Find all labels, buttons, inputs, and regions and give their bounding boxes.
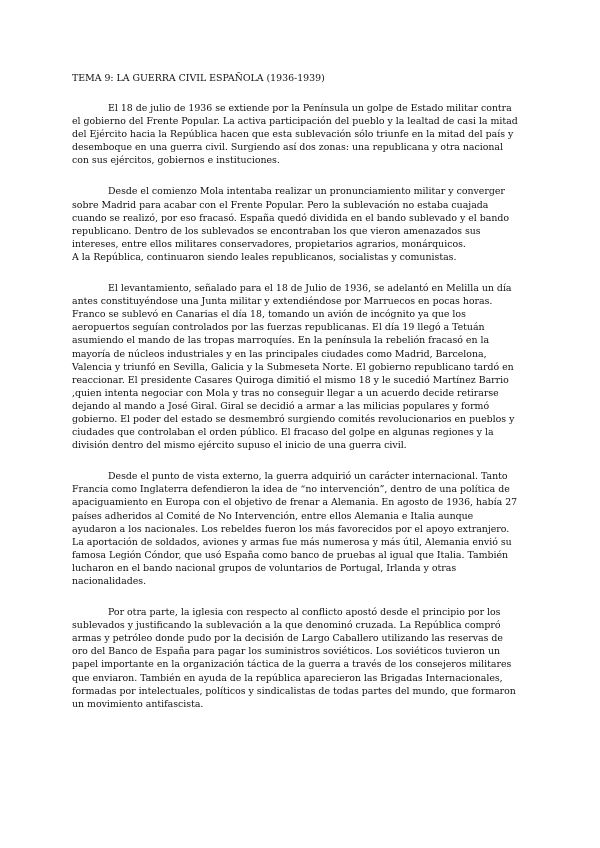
- paragraph-line: La aportación de soldados, aviones y armas fue más numerosa y más útil, Alemania envió su: [72, 536, 512, 548]
- paragraph-line: El 18 de julio de 1936 se extiende por la Península un golpe de Estado militar contra: [108, 103, 512, 114]
- paragraph-line: mayoría de núcleos industriales y en las principales ciudades como Madrid, Barcelona,: [72, 348, 487, 360]
- paragraph-line: ,quien intenta negociar con Mola y tras no conseguir llegar a un acuerdo decide retirarse: [72, 387, 499, 399]
- paragraph-line: papel importante en la organización táctica de la guerra a través de los consejeros militares: [72, 659, 512, 671]
- paragraph-line: Por otra parte, la iglesia con respecto al conflicto apostó desde el principio por los: [108, 607, 501, 619]
- paragraph-line: sobre Madrid para acabar con el Frente Popular. Pero la sublevación no estaba cuajada: [72, 199, 489, 211]
- paragraph-line: El levantamiento, señalado para el 18 de Julio de 1936, se adelantó en Melilla un día: [108, 283, 512, 295]
- paragraph-line: asumiendo el mando de las tropas marroquíes. En la península la rebelión fracasó en la: [72, 335, 490, 347]
- paragraph-line: lucharon en el bando nacional grupos de voluntarios de Portugal, Irlanda y otras: [72, 562, 457, 574]
- paragraph-line: famosa Legión Cóndor, que usó España como banco de pruebas al igual que Italia. También: [72, 549, 509, 561]
- paragraph-line: desemboque en una guerra civil. Surgiendo así dos zonas: una republicana y otra nacional: [72, 142, 504, 154]
- paragraph-line: gobierno. El poder del estado se desmembró surgiendo comités revolucionarios en pueblos y: [72, 413, 515, 425]
- paragraph-line: apaciguamiento en Europa con el objetivo de frenar a Alemania. En agosto de 1936, había 27: [72, 497, 518, 509]
- document-page: [72, 72, 532, 729]
- paragraph-line: ayudaron a los nacionales. Los rebeldes fueron los más favorecidos por el apoyo extranjero.: [72, 523, 510, 535]
- paragraph-line: Francia como Inglaterra defendieron la idea de “no intervención”, dentro de una política de: [72, 484, 510, 496]
- paragraph-line: aeropuertos seguían controlados por las fuerzas republicanas. El día 19 llegó a Tetuán: [72, 322, 485, 334]
- paragraph-line: reaccionar. El presidente Casares Quiroga dimitió el mismo 18 y le sucedió Martínez Barrio: [72, 374, 509, 386]
- paragraph-line: Valencia y triunfó en Sevilla, Galicia y la Submeseta Norte. El gobierno republicano tardó en: [72, 361, 514, 373]
- paragraph-line: un movimiento antifascista.: [72, 698, 204, 710]
- paragraph-line: nacionalidades.: [72, 576, 147, 587]
- paragraph-line: formadas por intelectuales, políticos y sindicalistas de todas partes del mundo, que formaron: [72, 685, 516, 697]
- paragraph-line: con sus ejércitos, gobiernos e instituciones.: [72, 155, 280, 167]
- document-title: TEMA 9: LA GUERRA CIVIL ESPAÑOLA (1936-1939): [72, 73, 325, 84]
- paragraph-line: A la República, continuaron siendo leales republicanos, socialistas y comunistas.: [72, 251, 457, 263]
- paragraph-line: cuando se realizó, por eso fracasó. España quedó dividida en el bando sublevado y el bando: [72, 212, 510, 224]
- paragraph-line: Desde el punto de vista externo, la guerra adquirió un carácter internacional. Tanto: [108, 471, 508, 483]
- paragraph-line: división dentro del mismo ejército supuso el inicio de una guerra civil.: [72, 440, 407, 452]
- paragraph-line: antes constituyéndose una Junta militar y extendiéndose por Marruecos en pocas horas.: [72, 296, 493, 308]
- paragraph-line: Franco se sublevó en Canarias el día 18, tomando un avión de incógnito ya que los: [72, 309, 466, 321]
- paragraph-line: sublevados y justificando la sublevación a la que denominó cruzada. La República compró: [72, 620, 501, 632]
- paragraph-line: Desde el comienzo Mola intentaba realizar un pronunciamiento militar y converger: [108, 186, 505, 198]
- paragraph-line: que enviaron. También en ayuda de la república aparecieron las Brigadas Internacionales,: [72, 672, 503, 684]
- paragraph-line: el gobierno del Frente Popular. La activa participación del pueblo y la lealtad de casi la mitad: [72, 116, 518, 128]
- paragraph-line: ciudades que controlaban el orden público. El fracaso del golpe en algunas regiones y la: [72, 427, 494, 439]
- paragraph-1: [72, 102, 532, 167]
- paragraph-5: [72, 606, 532, 711]
- paragraph-line: dejando al mando a José Giral. Giral se decidió a armar a las milicias populares y formó: [72, 400, 490, 412]
- paragraph-line: países adheridos al Comité de No Intervención, entre ellos Alemania e Italia aunque: [72, 510, 474, 522]
- paragraph-4: [72, 470, 532, 588]
- paragraph-line: republicano. Dentro de los sublevados se encontraban los que vieron amenazados sus: [72, 225, 481, 237]
- paragraph-line: oro del Banco de España para pagar los suministros soviéticos. Los soviéticos tuvieron un: [72, 646, 501, 658]
- paragraph-line: del Ejército hacia la República hacen que esta sublevación sólo triunfe en la mitad del país y: [72, 129, 514, 141]
- paragraph-2: [72, 185, 532, 264]
- paragraph-3: [72, 282, 532, 452]
- paragraph-line: armas y petróleo donde pudo por la decisión de Largo Caballero utilizando las reservas de: [72, 633, 503, 645]
- paragraph-line: intereses, entre ellos militares conservadores, propietarios agrarios, monárquicos.: [72, 238, 466, 250]
